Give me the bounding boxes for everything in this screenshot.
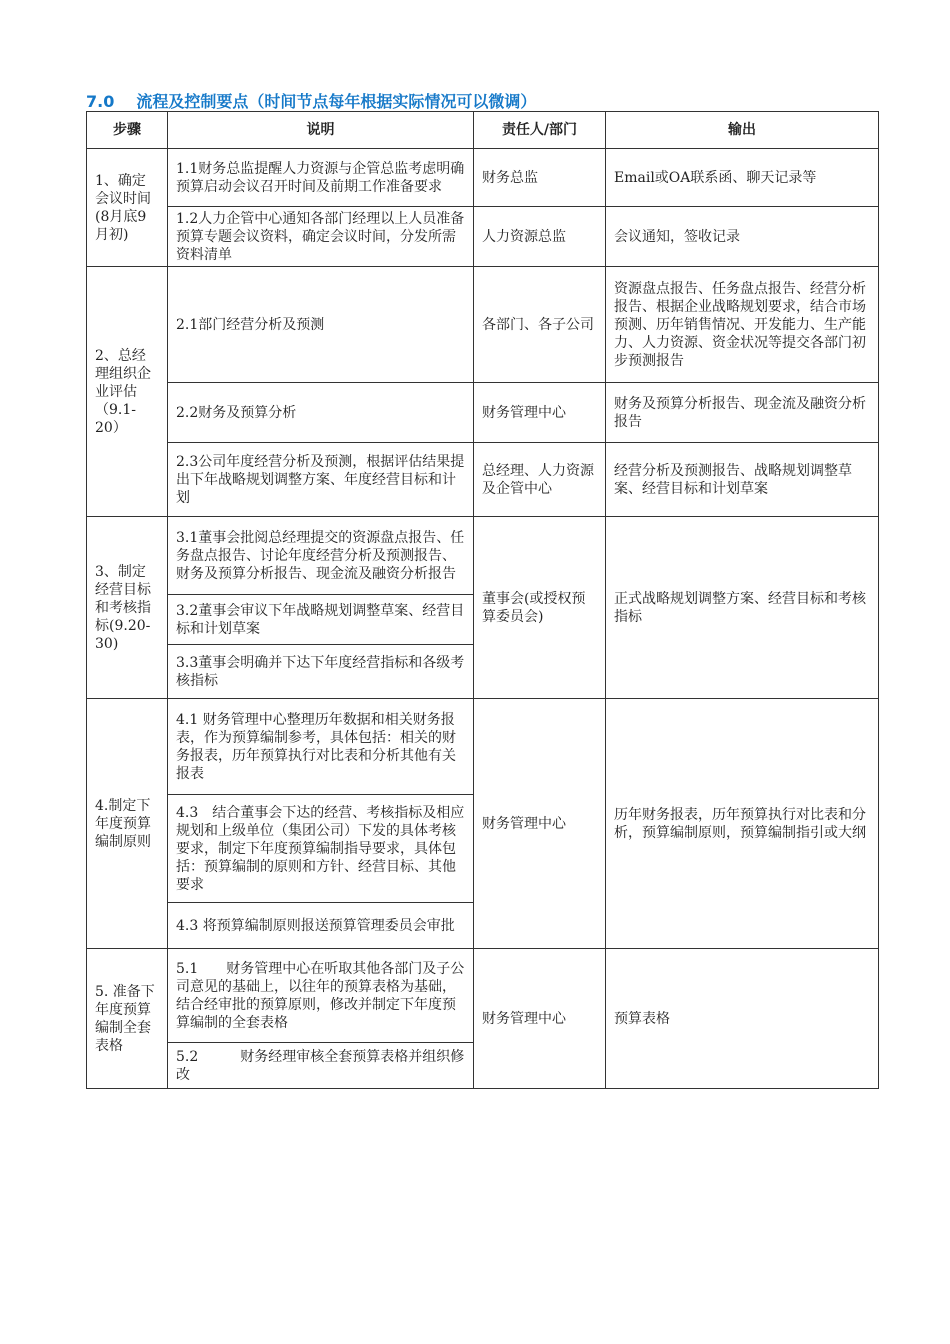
table-row [87, 949, 879, 1043]
owner-cell: 财务管理中心 [474, 949, 606, 1089]
owner-cell: 董事会(或授权预算委员会) [474, 517, 606, 699]
header-owner: 责任人/部门 [474, 112, 606, 149]
table-row [87, 383, 879, 443]
step-cell: 2、总经理组织企业评估（9.1-20） [87, 267, 168, 517]
step-cell: 4.制定下年度预算编制原则 [87, 699, 168, 949]
header-step: 步骤 [87, 112, 168, 149]
output-cell: 会议通知，签收记录 [606, 207, 879, 267]
owner-cell: 人力资源总监 [474, 207, 606, 267]
description-cell: 4.1 财务管理中心整理历年数据和相关财务报表，作为预算编制参考，具体包括：相关的财务报表，历年预算执行对比表和分析其他有关报表 [168, 699, 474, 795]
description-cell: 3.2董事会审议下年战略规划调整草案、经营目标和计划草案 [168, 595, 474, 645]
description-cell: 5.1 财务管理中心在听取其他各部门及子公司意见的基础上，以往年的预算表格为基础，结合经审批的预算原则，修改并制定下年度预算编制的全套表格 [168, 949, 474, 1043]
table-row [87, 149, 879, 207]
description-cell: 3.1董事会批阅总经理提交的资源盘点报告、任务盘点报告、讨论年度经营分析及预测报告、财务及预算分析报告、现金流及融资分析报告 [168, 517, 474, 595]
table-header-row [87, 112, 879, 149]
output-cell: Email或OA联系函、聊天记录等 [606, 149, 879, 207]
table-row [87, 267, 879, 383]
header-output: 输出 [606, 112, 879, 149]
owner-cell: 财务管理中心 [474, 383, 606, 443]
step-cell: 5. 准备下年度预算编制全套表格 [87, 949, 168, 1089]
output-cell: 正式战略规划调整方案、经营目标和考核指标 [606, 517, 879, 699]
owner-cell: 各部门、各子公司 [474, 267, 606, 383]
step-cell: 3、制定经营目标和考核指标(9.20-30) [87, 517, 168, 699]
description-cell: 2.2财务及预算分析 [168, 383, 474, 443]
owner-cell: 财务总监 [474, 149, 606, 207]
description-cell: 4.3 将预算编制原则报送预算管理委员会审批 [168, 903, 474, 949]
description-cell: 5.2 财务经理审核全套预算表格并组织修改 [168, 1043, 474, 1089]
description-cell: 3.3董事会明确并下达下年度经营指标和各级考核指标 [168, 645, 474, 699]
owner-cell: 总经理、人力资源及企管中心 [474, 443, 606, 517]
output-cell: 经营分析及预测报告、战略规划调整草案、经营目标和计划草案 [606, 443, 879, 517]
description-cell: 4.3 结合董事会下达的经营、考核指标及相应规划和上级单位（集团公司）下发的具体考核要求，制定下年度预算编制指导要求，具体包括：预算编制的原则和方针、经营目标、其他要求 [168, 795, 474, 903]
output-cell: 财务及预算分析报告、现金流及融资分析报告 [606, 383, 879, 443]
section-number: 7.0 [86, 92, 115, 111]
section-title: 流程及控制要点（时间节点每年根据实际情况可以微调） [136, 92, 537, 111]
output-cell: 资源盘点报告、任务盘点报告、经营分析报告、根据企业战略规划要求，结合市场预测、历年销售情况、开发能力、生产能力、人力资源、资金状况等提交各部门初步预测报告 [606, 267, 879, 383]
description-cell: 2.1部门经营分析及预测 [168, 267, 474, 383]
table-row [87, 207, 879, 267]
output-cell: 预算表格 [606, 949, 879, 1089]
table-row [87, 517, 879, 595]
table-row [87, 443, 879, 517]
table-row [87, 699, 879, 795]
header-description: 说明 [168, 112, 474, 149]
description-cell: 1.1财务总监提醒人力资源与企管总监考虑明确预算启动会议召开时间及前期工作准备要求 [168, 149, 474, 207]
owner-cell: 财务管理中心 [474, 699, 606, 949]
output-cell: 历年财务报表，历年预算执行对比表和分析，预算编制原则，预算编制指引或大纲 [606, 699, 879, 949]
description-cell: 1.2人力企管中心通知各部门经理以上人员准备预算专题会议资料，确定会议时间，分发所需资料清单 [168, 207, 474, 267]
step-cell: 1、确定会议时间(8月底9月初) [87, 149, 168, 267]
description-cell: 2.3公司年度经营分析及预测，根据评估结果提出下年战略规划调整方案、年度经营目标和计划 [168, 443, 474, 517]
process-table [86, 111, 879, 1089]
